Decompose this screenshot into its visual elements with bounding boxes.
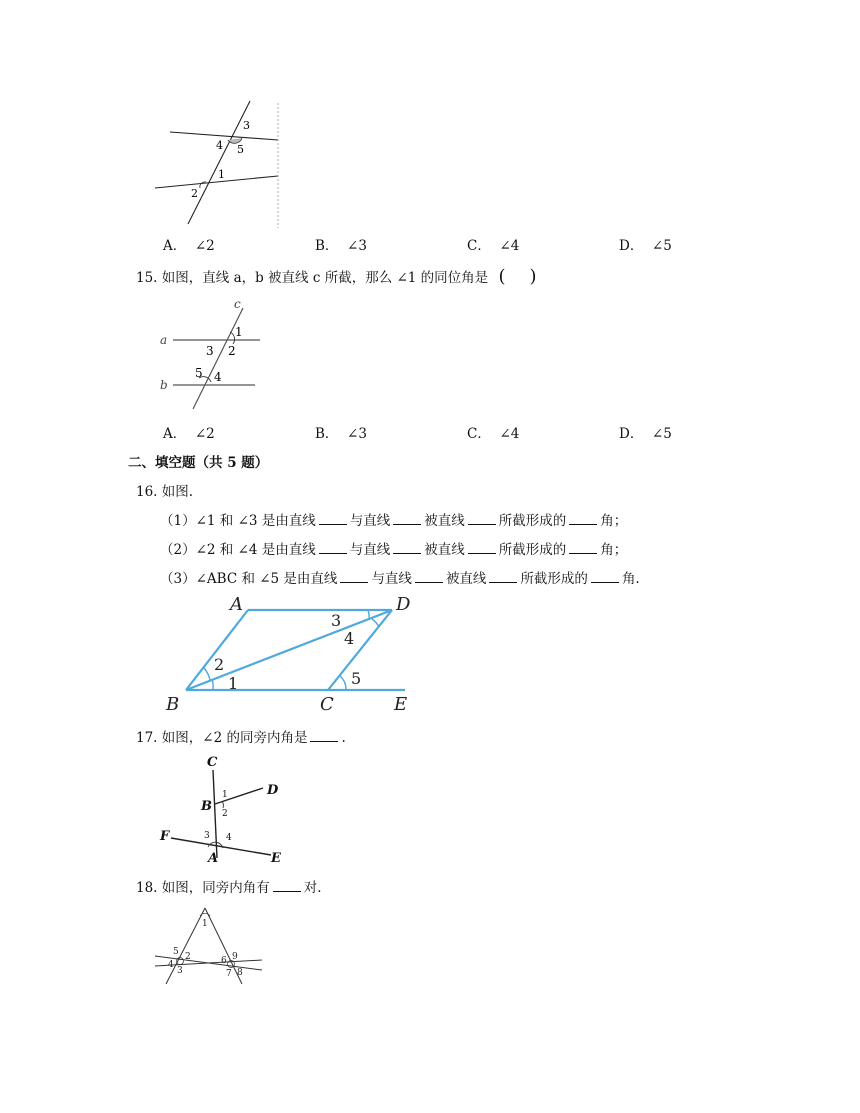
q15-paren-close: ) (529, 266, 537, 287)
q17-label-2: 2 (222, 809, 228, 819)
q14-label-3: 3 (243, 119, 250, 132)
q14-figure (150, 98, 285, 230)
q16-blank[interactable] (591, 570, 619, 583)
q18-label-7: 7 (226, 969, 232, 979)
q17-label-B: B (201, 799, 212, 814)
q17-label-A: A (208, 851, 219, 866)
q16-blank[interactable] (393, 512, 421, 525)
q18-label-3: 3 (177, 966, 183, 976)
q17-label-E: E (271, 851, 281, 866)
q16-line-3: （3）∠ABC 和 ∠5 是由直线 与直线 被直线 所截形成的 角. (160, 571, 640, 587)
q16-label-4: 4 (344, 629, 355, 648)
q16-blank[interactable] (489, 570, 517, 583)
q15-option-a: A． ∠2 (163, 426, 215, 442)
q14-option-b: B． ∠3 (315, 238, 367, 254)
q16-blank[interactable] (415, 570, 443, 583)
q14-option-a: A． ∠2 (163, 238, 215, 254)
q14-option-d: D． ∠5 (619, 238, 672, 254)
q17-label-C: C (207, 755, 218, 770)
q14-label-5: 5 (237, 143, 244, 156)
q15-number: 15. (136, 270, 158, 286)
q15-label-a: a (160, 333, 168, 347)
q18-label-9: 9 (232, 952, 238, 962)
q16-blank[interactable] (319, 541, 347, 554)
q17-text-after: . (341, 730, 346, 746)
q16-figure (160, 594, 425, 716)
q16-intro: 如图. (161, 484, 194, 500)
q18-label-1: 1 (202, 919, 208, 929)
q16-label-5: 5 (351, 669, 362, 688)
q16-blank[interactable] (340, 570, 368, 583)
q15-label-c: c (234, 297, 241, 311)
q16-blank[interactable] (569, 512, 597, 525)
q17-question (136, 729, 346, 747)
q14-label-1: 1 (218, 168, 225, 181)
q16-line-2: （2）∠2 和 ∠4 是由直线 与直线 被直线 所截形成的 角； (160, 542, 628, 558)
q17-number: 17. (136, 730, 158, 746)
q15-option-b: B． ∠3 (315, 426, 367, 442)
q17-label-D: D (267, 783, 279, 798)
q14-option-c: C． ∠4 (467, 238, 520, 254)
q17-label-3: 3 (204, 831, 210, 841)
q16-label-D: D (396, 594, 411, 615)
q14-label-2: 2 (191, 187, 198, 200)
q15-paren-open: ( (498, 266, 506, 287)
q18-number: 18. (136, 880, 158, 896)
q17-label-4: 4 (226, 833, 232, 843)
q16-label-C: C (320, 694, 334, 715)
q16-number: 16. (136, 484, 158, 500)
q16-label-B: B (166, 694, 180, 715)
q15-label-b: b (160, 378, 168, 392)
q18-label-6: 6 (221, 956, 227, 966)
q15-text: 如图，直线 a，b 被直线 c 所截，那么 ∠1 的同位角是 (161, 270, 489, 286)
q15-label-2: 2 (228, 344, 236, 358)
q16-blank[interactable] (319, 512, 347, 525)
q18-question (136, 879, 322, 897)
q18-figure (152, 904, 267, 988)
section-2-title: 二、填空题（共 5 题） (128, 455, 269, 471)
q16-label-A: A (230, 594, 243, 615)
q18-label-4: 4 (168, 960, 174, 970)
q17-label-1: 1 (222, 790, 228, 800)
q16-blank[interactable] (468, 512, 496, 525)
q16-blank[interactable] (468, 541, 496, 554)
q15-option-d: D． ∠5 (619, 426, 672, 442)
q15-label-3: 3 (206, 344, 214, 358)
q15-figure (155, 296, 270, 414)
q15-label-4: 4 (214, 370, 222, 384)
q16-label-E: E (394, 694, 408, 715)
q16-blank[interactable] (569, 541, 597, 554)
q15-question (136, 268, 537, 287)
q14-label-4: 4 (216, 139, 223, 152)
q18-text-before: 如图，同旁内角有 (161, 880, 270, 896)
q15-label-1: 1 (235, 325, 243, 339)
q16-label-1: 1 (228, 674, 239, 693)
q16-question (136, 483, 193, 501)
q17-blank[interactable] (310, 729, 338, 742)
q17-figure (155, 750, 295, 870)
q16-label-2: 2 (214, 655, 225, 674)
q18-label-2: 2 (185, 952, 191, 962)
q15-option-c: C． ∠4 (467, 426, 520, 442)
q18-text-after: 对. (303, 880, 322, 896)
q16-label-3: 3 (331, 611, 342, 630)
q17-text-before: 如图，∠2 的同旁内角是 (161, 730, 308, 746)
q18-label-8: 8 (237, 968, 243, 978)
q18-label-5: 5 (173, 947, 179, 957)
q18-blank[interactable] (273, 879, 301, 892)
q17-label-F: F (160, 829, 170, 844)
q16-blank[interactable] (393, 541, 421, 554)
q16-line-1: （1）∠1 和 ∠3 是由直线 与直线 被直线 所截形成的 角； (160, 513, 628, 529)
q15-label-5: 5 (195, 366, 203, 380)
